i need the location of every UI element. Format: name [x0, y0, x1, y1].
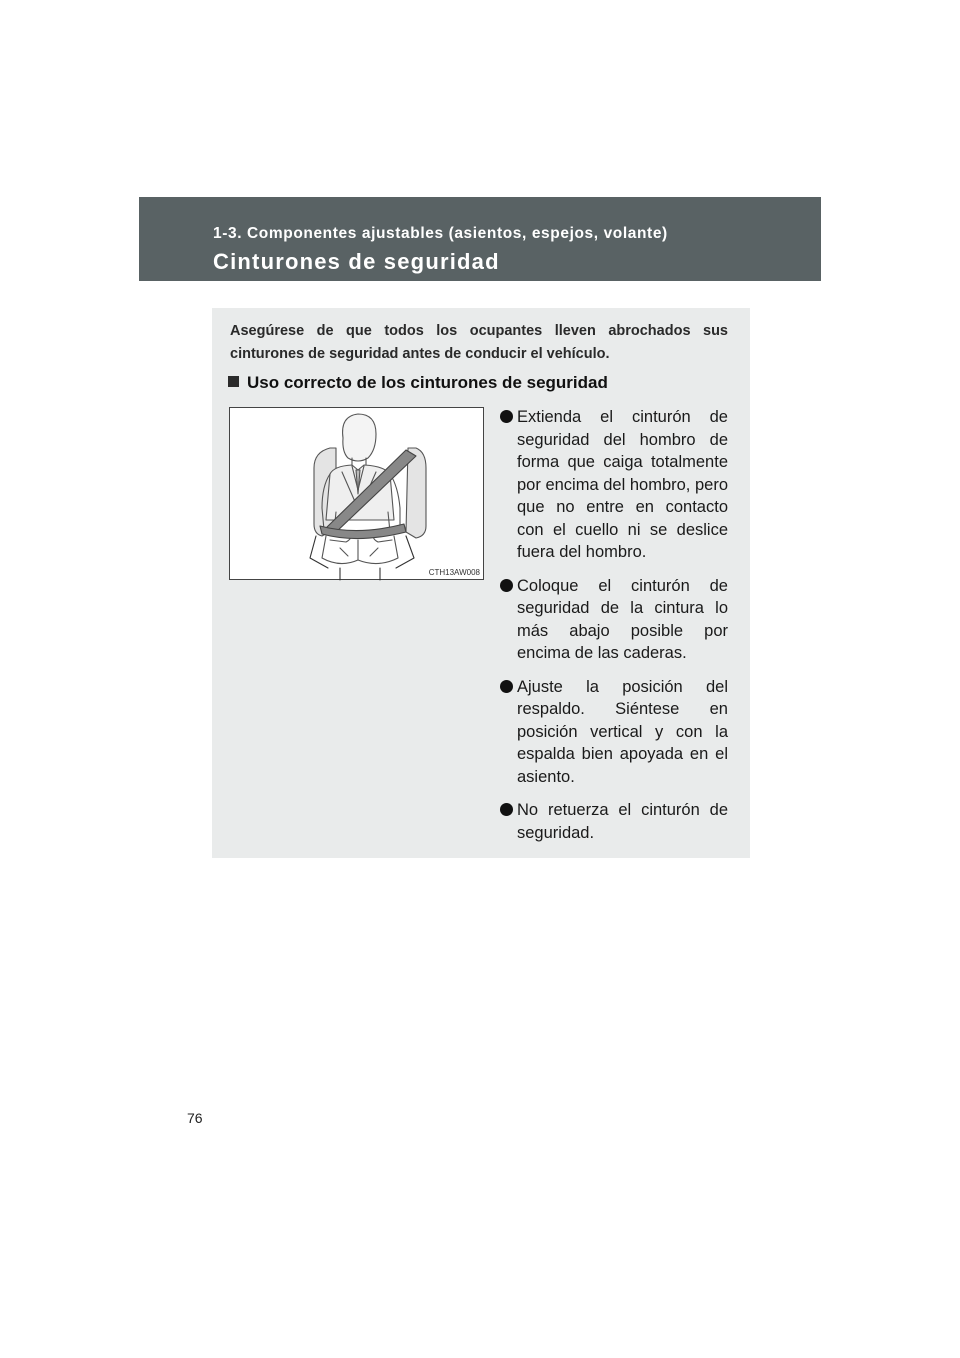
list-item-text: No retuerza el cinturón de seguridad.	[517, 801, 728, 842]
section-header	[139, 197, 821, 281]
bullet-list	[500, 406, 728, 855]
page-title: Cinturones de seguridad	[213, 249, 500, 274]
list-item-text: Ajuste la posición del respaldo. Siéntese en posición vertical y con la espalda bien apoyada en el asiento.	[517, 677, 728, 786]
seated-person-drawing	[230, 408, 485, 581]
filled-circle-bullet-icon	[500, 410, 513, 423]
figure-code: CTH13AW008	[428, 568, 480, 577]
section-label: 1-3. Componentes ajustables (asientos, espejos, volante)	[213, 225, 668, 242]
filled-circle-bullet-icon	[500, 803, 513, 816]
seatbelt-illustration	[229, 407, 484, 580]
list-item-text: Extienda el cinturón de seguridad del hombro de forma que caiga totalmente por encima del hombro, pero que no entre en contacto con el cuello ni se deslice fuera del hombro.	[517, 408, 728, 561]
list-item	[500, 799, 728, 844]
list-item-text: Coloque el cinturón de seguridad de la cintura lo más abajo posible por encima de las caderas.	[517, 576, 728, 662]
subheading-text: Uso correcto de los cinturones de seguridad	[247, 373, 608, 392]
filled-square-icon	[228, 376, 239, 387]
intro-text: Asegúrese de que todos los ocupantes lleven abrochados sus cinturones de seguridad antes de conducir el vehículo.	[230, 323, 728, 362]
content-box	[212, 308, 750, 858]
filled-circle-bullet-icon	[500, 680, 513, 693]
list-item	[500, 406, 728, 564]
list-item	[500, 676, 728, 789]
page-number: 76	[187, 1110, 203, 1126]
filled-circle-bullet-icon	[500, 579, 513, 592]
subheading	[228, 373, 608, 393]
list-item	[500, 575, 728, 665]
